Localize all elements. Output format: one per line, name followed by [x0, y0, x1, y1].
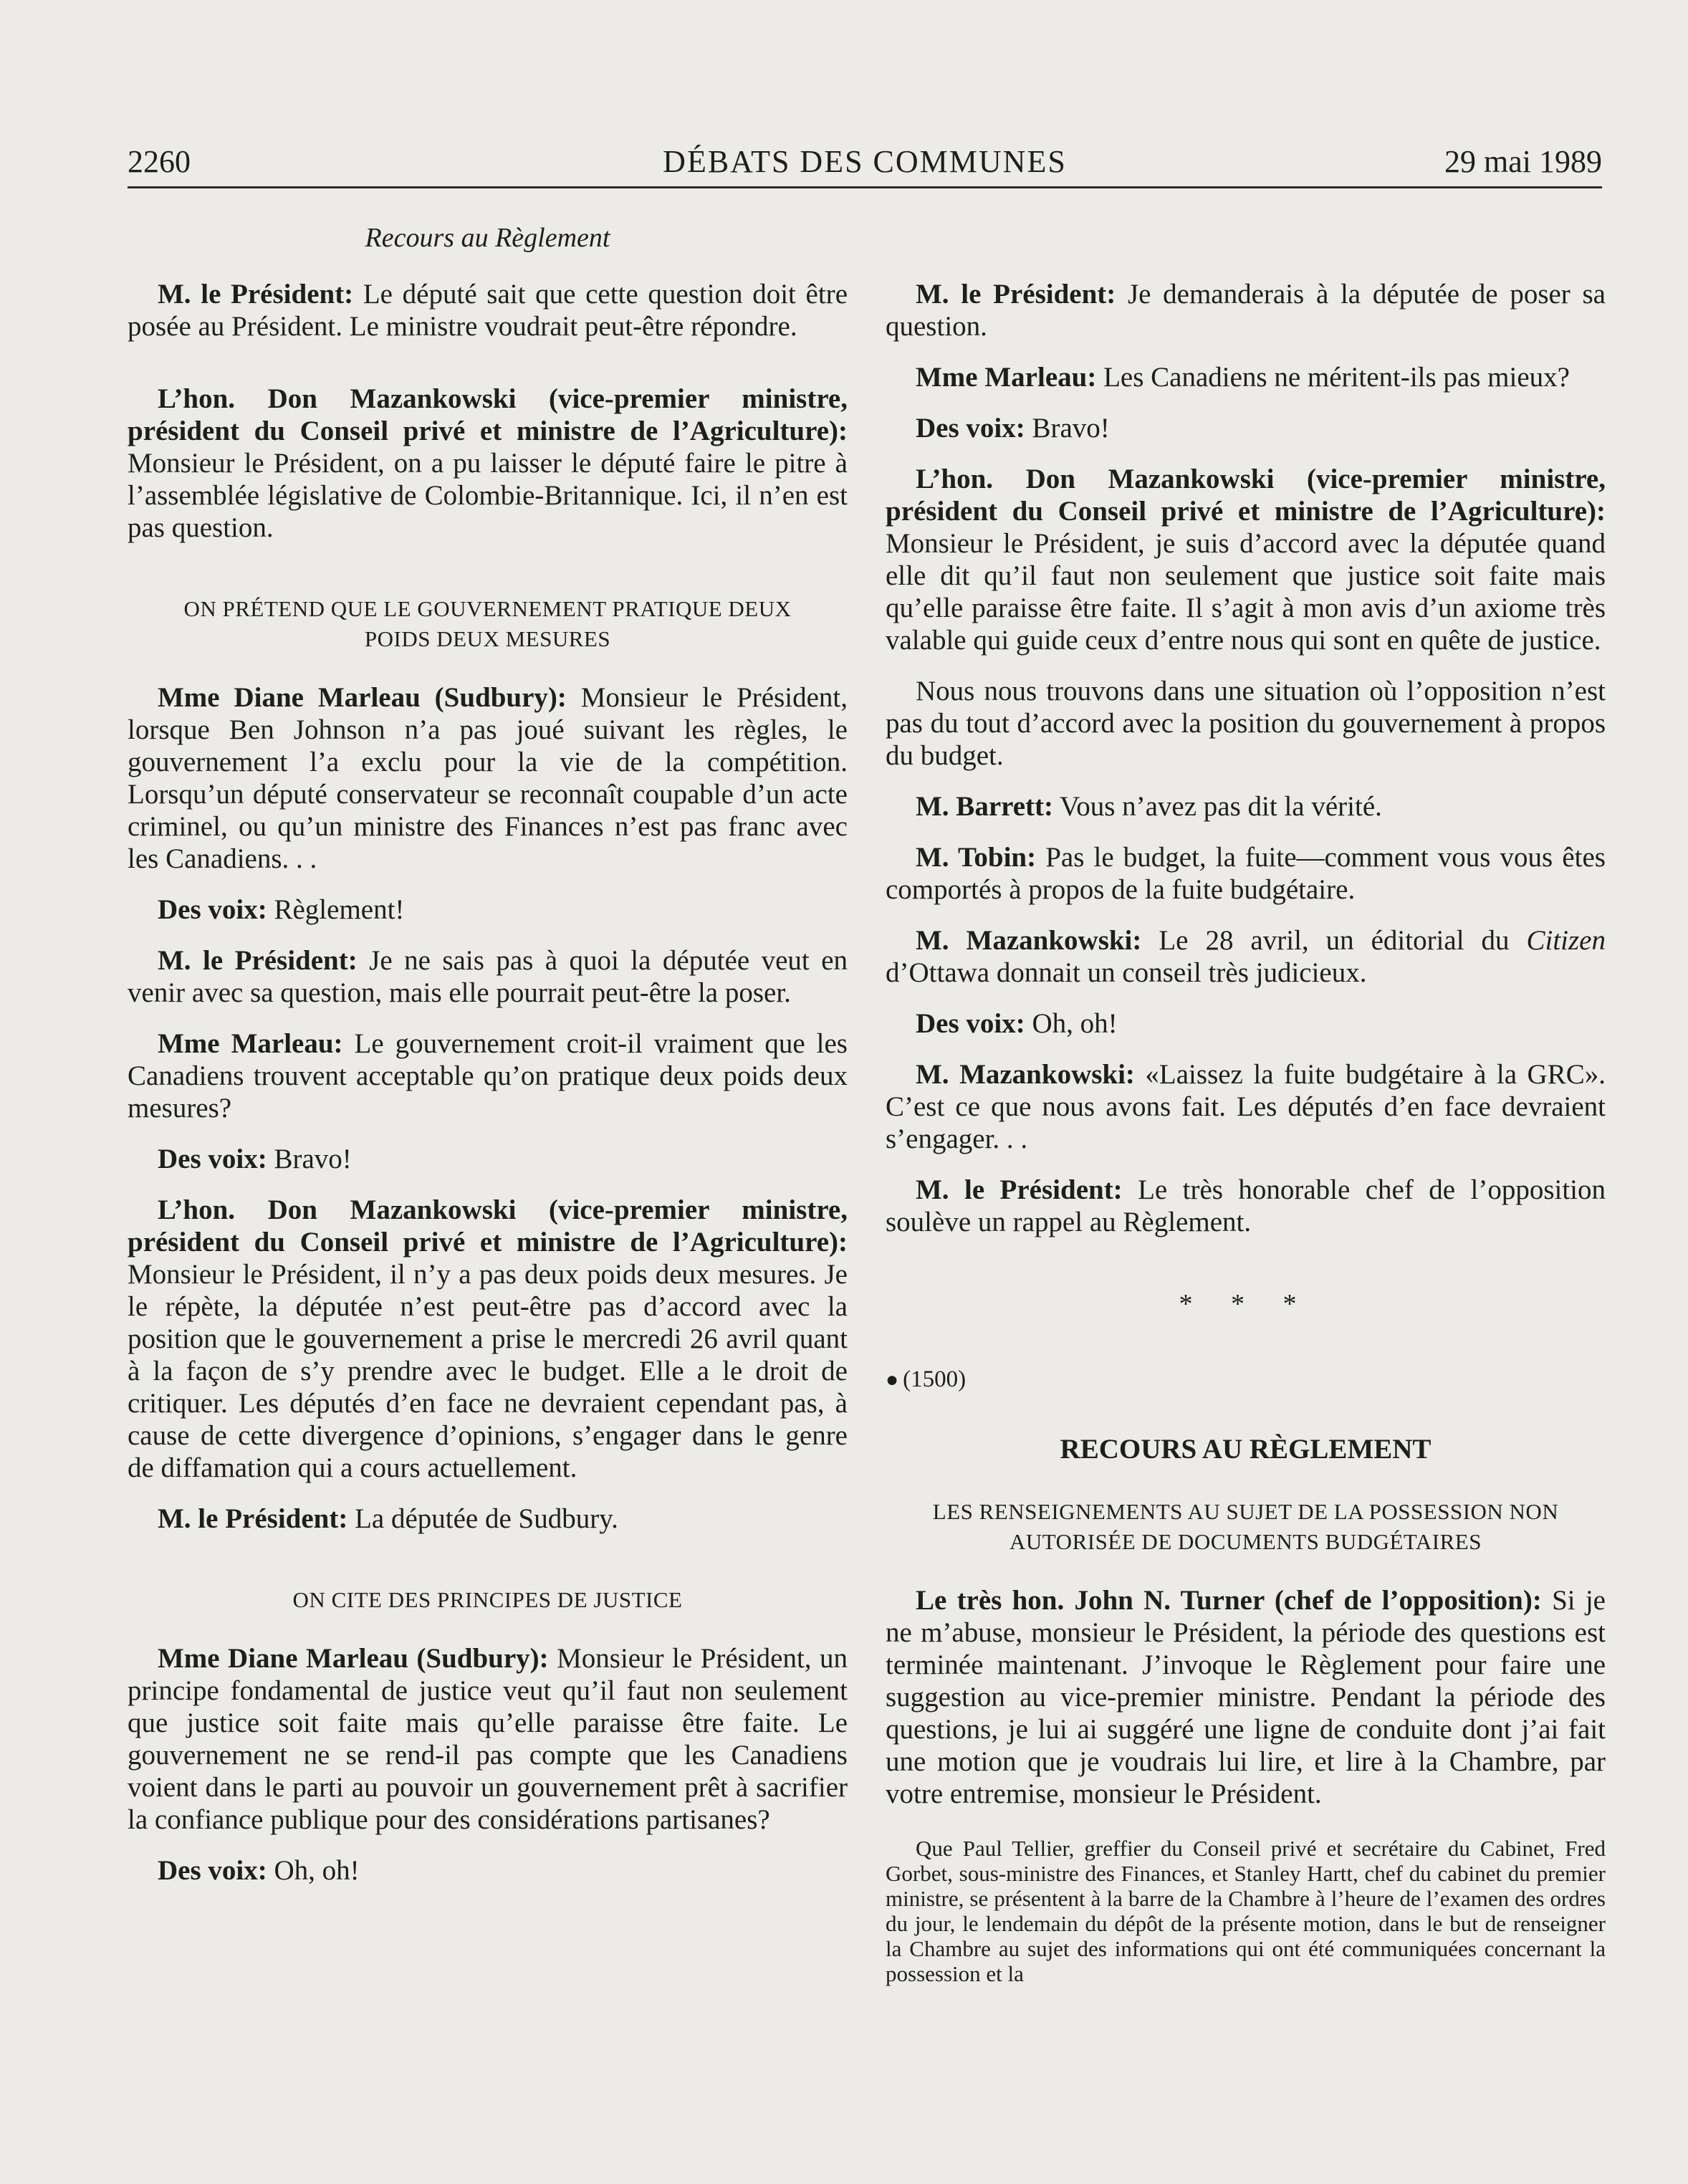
- speech-text: d’Ottawa donnait un conseil très judicieux.: [886, 957, 1367, 988]
- speech-text: Monsieur le Président, un principe fondamental de justice veut qu’il faut non seulement que justice soit faite mais qu’elle paraisse être faite. Le gouvernement ne se rend-il pas compte que les Canadiens voient dans le parti au pouvoir un gouvernement prêt à sacrifier la confiance publique pour des considérations partisanes?: [128, 1643, 848, 1835]
- speech-text: Oh, oh!: [267, 1855, 360, 1886]
- speaker: Des voix:: [158, 1855, 267, 1886]
- paragraph: [128, 944, 848, 1009]
- bullet-icon: ●: [886, 1368, 899, 1392]
- paragraph: [128, 1028, 848, 1124]
- speech-text: Nous nous trouvons dans une situation où l’opposition n’est pas du tout d’accord avec la position du gouvernement à propos du budget.: [886, 676, 1606, 771]
- speaker: M. le Président:: [158, 1503, 348, 1534]
- section-separator: * * *: [1179, 1289, 1313, 1319]
- paragraph: [886, 924, 1606, 989]
- paragraph: [128, 1503, 848, 1535]
- speech-text: Monsieur le Président, je suis d’accord avec la députée quand elle dit qu’il faut non seulement que justice soit faite mais qu’elle paraisse être faite. Il s’agit à mon avis d’un axiome très valable qui guide ceux d’entre nous qui sont en quête de justice.: [886, 528, 1606, 656]
- speech-text: Pas le budget, la fuite—comment vous vous êtes comportés à propos de la fuite budgétaire.: [886, 842, 1606, 905]
- paragraph: [886, 278, 1606, 343]
- speaker: M. le Président:: [916, 279, 1116, 310]
- publication-title: DÉBATS DES COMMUNES: [663, 144, 1067, 179]
- speaker: Mme Marleau:: [916, 362, 1097, 393]
- speaker: L’hon. Don Mazankowski (vice-premier ministre, président du Conseil privé et ministre de l’Agriculture):: [128, 1194, 848, 1258]
- subject-heading: LES RENSEIGNEMENTS AU SUJET DE LA POSSESSION NON AUTORISÉE DE DOCUMENTS BUDGÉTAIRES: [932, 1499, 1559, 1554]
- section-note: Recours au Règlement: [365, 223, 610, 253]
- speech-text: Vous n’avez pas dit la vérité.: [1053, 791, 1382, 822]
- speaker: M. Mazankowski:: [916, 925, 1142, 956]
- left-column: [128, 278, 848, 1905]
- subject-heading: ON PRÉTEND QUE LE GOUVERNEMENT PRATIQUE DEUX POIDS DEUX MESURES: [183, 596, 792, 651]
- speaker: L’hon. Don Mazankowski (vice-premier ministre, président du Conseil privé et ministre de l’Agriculture):: [128, 383, 848, 446]
- header-rule: [128, 186, 1602, 188]
- page-number: 2260: [128, 144, 191, 179]
- speech-text: Si je ne m’abuse, monsieur le Président, la période des questions est terminée maintenant. J’invoque le Règlement pour faire une suggestion au vice-premier ministre. Pendant la période des questions, je lui ai suggéré une ligne de conduite dont j’ai fait une motion que je voudrais lui lire, et lire à la Chambre, par votre entremise, monsieur le Président.: [886, 1585, 1606, 1809]
- paragraph: [886, 790, 1606, 823]
- speaker: M. le Président:: [916, 1174, 1123, 1205]
- paragraph: [128, 1854, 848, 1887]
- speaker: Des voix:: [916, 413, 1025, 444]
- subject-heading: ON CITE DES PRINCIPES DE JUSTICE: [292, 1587, 683, 1612]
- speaker: Des voix:: [158, 1144, 267, 1174]
- speaker: Des voix:: [916, 1008, 1025, 1039]
- paragraph: [886, 463, 1606, 656]
- speech-text: «Laissez la fuite budgétaire à la GRC». C’est ce que nous avons fait. Les députés d’en face devraient s’engager. . .: [886, 1059, 1606, 1154]
- paragraph: [128, 1143, 848, 1175]
- speaker: M. le Président:: [158, 279, 354, 310]
- paragraph: [128, 383, 848, 544]
- speaker: M. Mazankowski:: [916, 1059, 1135, 1090]
- speaker: L’hon. Don Mazankowski (vice-premier ministre, président du Conseil privé et ministre de l’Agriculture):: [886, 464, 1606, 527]
- speech-text: Le très honorable chef de l’opposition soulève un rappel au Règlement.: [886, 1174, 1606, 1237]
- speaker: M. Tobin:: [916, 842, 1037, 873]
- paragraph: [886, 1584, 1606, 1810]
- paragraph: [128, 278, 848, 343]
- speech-text: Règlement!: [267, 894, 405, 925]
- speaker: Mme Marleau:: [158, 1028, 343, 1059]
- paragraph: [886, 361, 1606, 393]
- speech-text: Monsieur le Président, lorsque Ben Johnson n’a pas joué suivant les règles, le gouvernement l’a exclu pour la vie de la compétition. Lorsqu’un député conservateur se reconnaît coupable d’un acte criminel, ou qu’un ministre des Finances n’est pas franc avec les Canadiens. . .: [128, 682, 848, 874]
- running-header: [128, 143, 1602, 186]
- speech-text: Je ne sais pas à quoi la députée veut en venir avec sa question, mais elle pourrait peut-être la poser.: [128, 945, 848, 1008]
- speech-text: Le 28 avril, un éditorial du: [1141, 925, 1527, 956]
- speaker: Le très hon. John N. Turner (chef de l’opposition):: [916, 1585, 1542, 1616]
- paragraph: [886, 675, 1606, 772]
- paragraph: [886, 1007, 1606, 1040]
- paragraph: [886, 841, 1606, 906]
- paragraph: [128, 1194, 848, 1484]
- speech-text: Je demanderais à la députée de poser sa question.: [886, 279, 1606, 342]
- motion-text: Que Paul Tellier, greffier du Conseil privé et secrétaire du Cabinet, Fred Gorbet, sous-ministre des Finances, et Stanley Hartt, chef du cabinet du premier ministre, se présentent à la barre de la Chambre à l’heure de l’examen des ordres du jour, le lendemain du dépôt de la présente motion, dans le but de renseigner la Chambre au sujet des informations qui ont été communiquées concernant la possession et la: [886, 1836, 1606, 1986]
- speech-text: Bravo!: [1025, 413, 1110, 444]
- main-heading: RECOURS AU RÈGLEMENT: [1060, 1434, 1432, 1465]
- speech-text: La députée de Sudbury.: [347, 1503, 618, 1534]
- speaker: M. le Président:: [158, 945, 358, 976]
- paragraph: [128, 894, 848, 926]
- paragraph: [128, 1642, 848, 1836]
- newspaper-name: Citizen: [1526, 925, 1606, 956]
- speech-text: Monsieur le Président, il n’y a pas deux poids deux mesures. Je le répète, la députée n’est peut-être pas d’accord avec la position que le gouvernement a prise le mercredi 26 avril quant à la façon de s’y prendre avec le budget. Elle a le droit de critiquer. Les députés d’en face ne devraient cependant pas, à cause de cette divergence d’opinions, s’engager dans le genre de diffamation qui a cours actuellement.: [128, 1259, 848, 1483]
- time-marker: [886, 1364, 1606, 1396]
- speaker: Mme Diane Marleau (Sudbury):: [158, 1643, 549, 1674]
- paragraph: [886, 1174, 1606, 1238]
- publication-date: 29 mai 1989: [1444, 144, 1602, 179]
- right-column: [886, 278, 1606, 1986]
- speech-text: Monsieur le Président, on a pu laisser le député faire le pitre à l’assemblée législative de Colombie-Britannique. Ici, il n’en est pas question.: [128, 448, 848, 543]
- paragraph: [128, 681, 848, 875]
- speaker: M. Barrett:: [916, 791, 1054, 822]
- speech-text: Le député sait que cette question doit être posée au Président. Le ministre voudrait peut-être répondre.: [128, 279, 848, 342]
- speech-text: Le gouvernement croit-il vraiment que les Canadiens trouvent acceptable qu’on pratique deux poids deux mesures?: [128, 1028, 848, 1124]
- paragraph: [886, 412, 1606, 444]
- speech-text: Les Canadiens ne méritent-ils pas mieux?: [1096, 362, 1570, 393]
- time-marker-text: (1500): [903, 1366, 967, 1392]
- speaker: Des voix:: [158, 894, 267, 925]
- paragraph: [886, 1058, 1606, 1155]
- speaker: Mme Diane Marleau (Sudbury):: [158, 682, 567, 713]
- speech-text: Bravo!: [267, 1144, 352, 1174]
- speech-text: Oh, oh!: [1025, 1008, 1118, 1039]
